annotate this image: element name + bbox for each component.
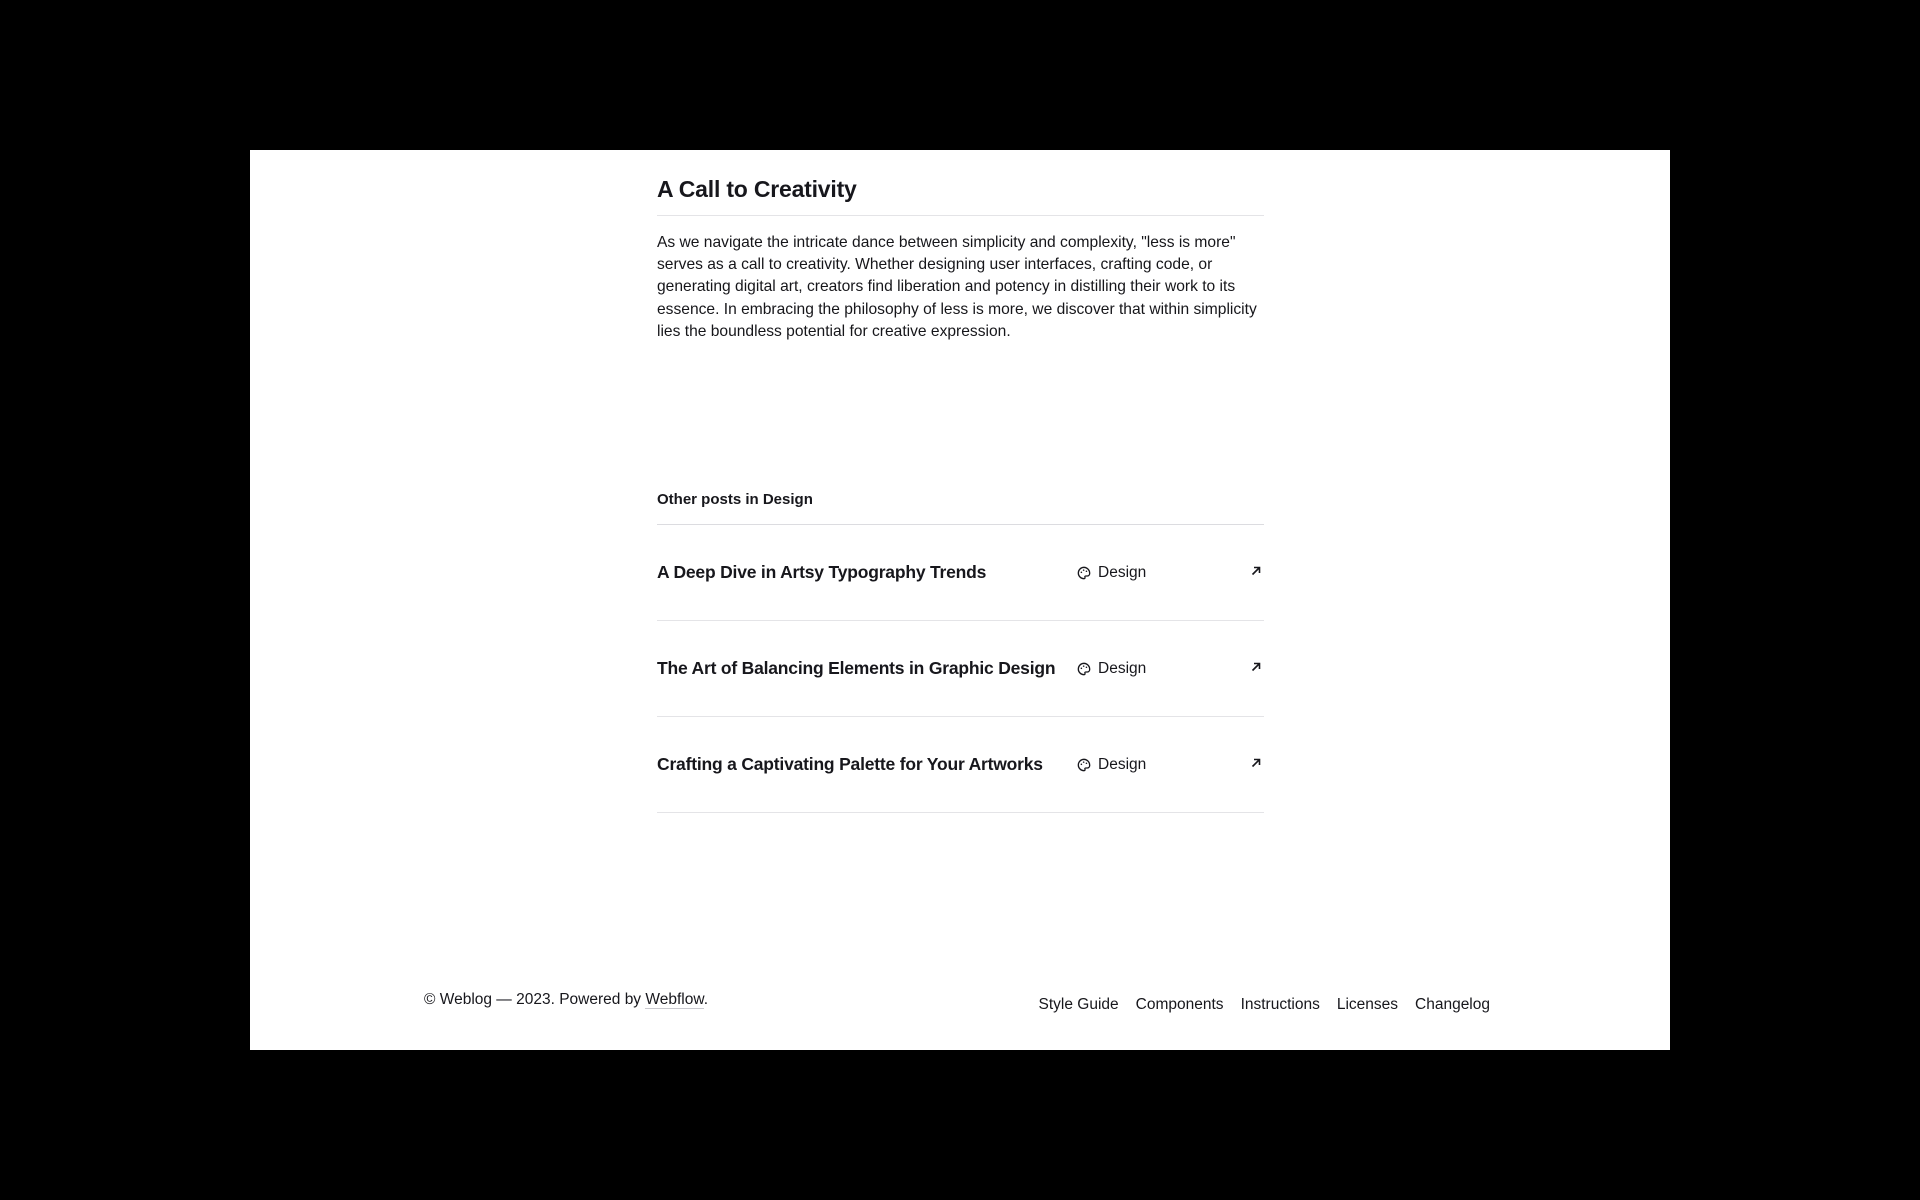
footer-link-changelog[interactable]: Changelog	[1415, 996, 1490, 1013]
post-title[interactable]: A Deep Dive in Artsy Typography Trends	[657, 562, 987, 582]
category-tag[interactable]	[1077, 755, 1146, 775]
arrow-up-right-icon[interactable]	[1250, 757, 1262, 769]
palette-icon	[1077, 566, 1091, 580]
footer-copyright	[424, 990, 708, 1010]
palette-icon	[1077, 662, 1091, 676]
footer-nav	[1039, 995, 1490, 1015]
other-posts-heading: Other posts in Design	[657, 490, 1264, 525]
category-label: Design	[1098, 756, 1147, 773]
category-label: Design	[1098, 564, 1147, 581]
footer-link-style-guide[interactable]: Style Guide	[1038, 996, 1119, 1013]
post-row[interactable]	[657, 621, 1264, 717]
other-posts-list	[657, 525, 1264, 813]
page-frame	[250, 150, 1670, 1050]
article-paragraph: As we navigate the intricate dance between simplicity and complexity, "less is more" serves as a call to creativity. Whether designing user interfaces, crafting code, or generating digital art, creators find liberation and potency in distilling their work to its essence. In embracing the philosophy of less is more, we discover that within simplicity lies the boundless potential for creative expression.	[657, 234, 1257, 340]
article-content	[657, 150, 1264, 774]
footer-link-components[interactable]: Components	[1135, 996, 1224, 1013]
footer-link-licenses[interactable]: Licenses	[1336, 996, 1399, 1013]
palette-icon	[1077, 758, 1091, 772]
copyright-period: .	[703, 991, 708, 1008]
category-tag[interactable]	[1077, 563, 1146, 583]
arrow-up-right-icon[interactable]	[1250, 661, 1262, 673]
footer-link-instructions[interactable]: Instructions	[1240, 996, 1320, 1013]
category-tag[interactable]	[1077, 659, 1146, 679]
webflow-link[interactable]: Webflow	[645, 991, 704, 1008]
post-title[interactable]: The Art of Balancing Elements in Graphic Design	[657, 658, 1056, 678]
post-row[interactable]	[657, 525, 1264, 621]
arrow-up-right-icon[interactable]	[1250, 565, 1262, 577]
post-title[interactable]: Crafting a Captivating Palette for Your Artworks	[657, 754, 1043, 774]
post-row[interactable]	[657, 717, 1264, 813]
section-title: A Call to Creativity	[657, 150, 1264, 216]
category-label: Design	[1098, 660, 1147, 677]
copyright-text: © Weblog — 2023. Powered by	[424, 991, 646, 1008]
